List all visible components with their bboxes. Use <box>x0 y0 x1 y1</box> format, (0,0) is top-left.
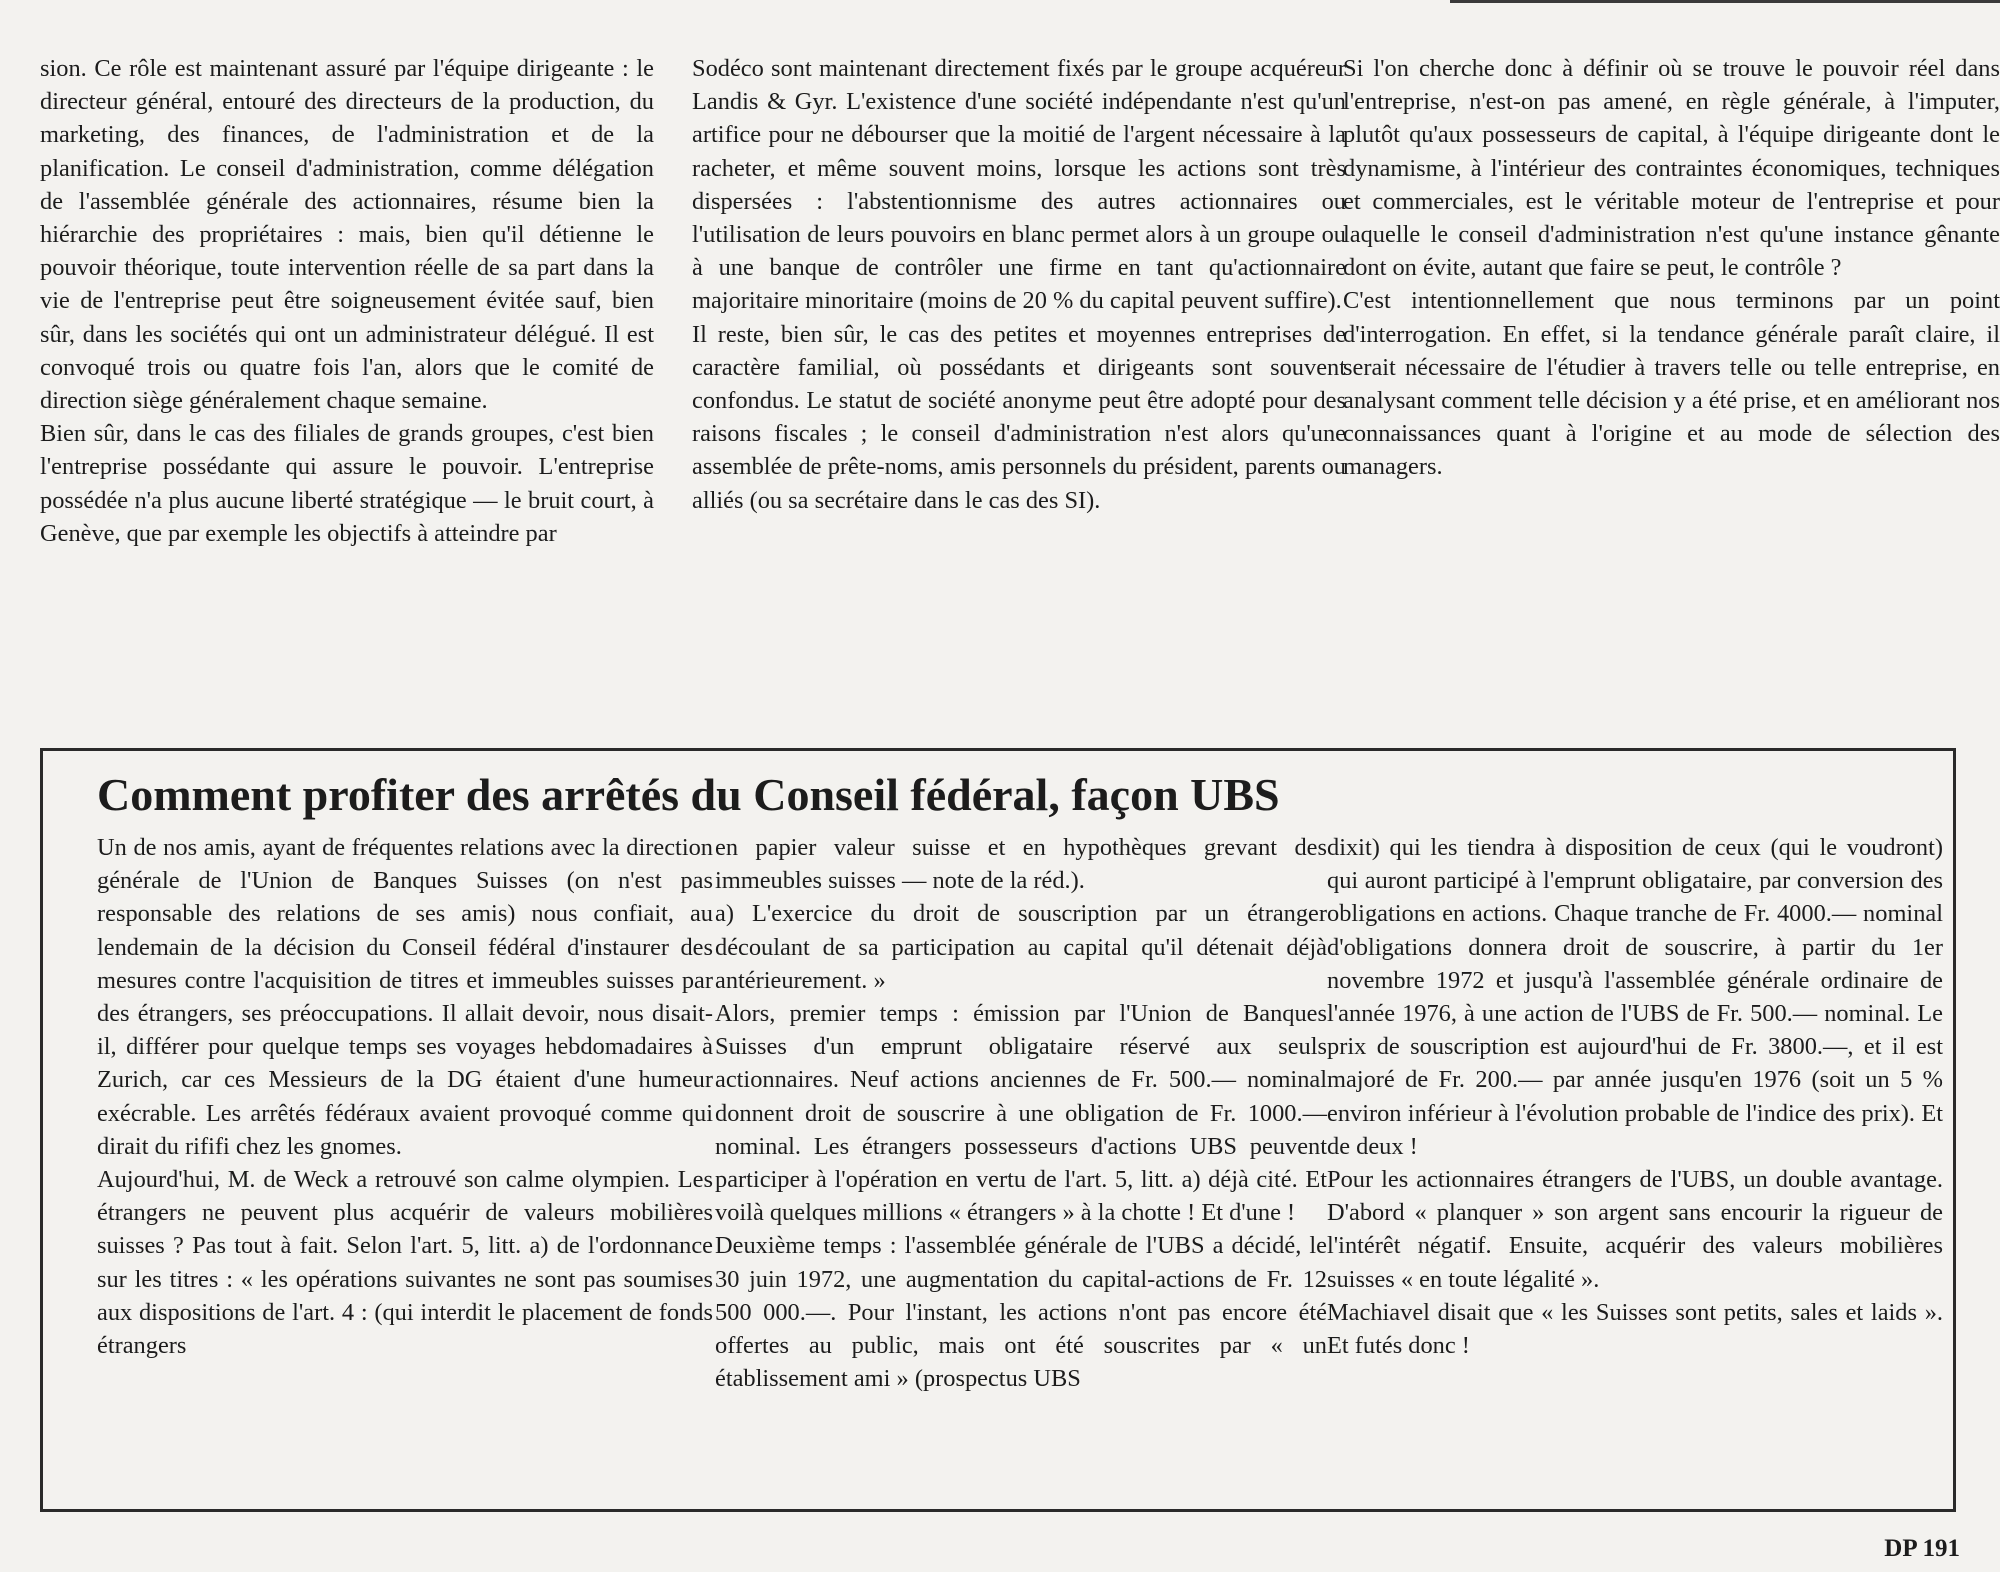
paragraph: Bien sûr, dans le cas des filiales de grands groupes, c'est bien l'entreprise possédante qui assure le pouvoir. L'entreprise possédée n'a plus aucune liberté stratégique — le bruit court, à Genève, que par exemple les objectifs à atteindre par <box>40 420 654 547</box>
paragraph: Il reste, bien sûr, le cas des petites et moyennes entreprises de caractère familial, où possédants et dirigeants sont souvent confondus. Le statut de société anonyme peut être adopté pour des raisons fiscales ; le conseil d'administration n'est alors qu'une assemblée de prête-noms, amis personnels du président, parents ou alliés (ou sa secrétaire dans le cas des SI). <box>692 320 1346 514</box>
article-column-2 <box>692 52 1346 517</box>
paragraph: Machiavel disait que « les Suisses sont petits, sales et laids ». Et futés donc ! <box>1327 1298 1943 1360</box>
paragraph: Pour les actionnaires étrangers de l'UBS, un double avantage. D'abord « planquer » son argent sans encourir la rigueur de l'intérêt négatif. Ensuite, acquérir des valeurs mobilières suisses « en toute légalité ». <box>1327 1166 1943 1293</box>
top-rule <box>1450 0 2000 3</box>
boxed-article <box>40 748 1956 1512</box>
boxed-column-2 <box>715 831 1327 1395</box>
article-continuation <box>40 52 2000 692</box>
boxed-article-title: Comment profiter des arrêtés du Conseil fédéral, façon UBS <box>97 769 1280 820</box>
paragraph: C'est intentionnellement que nous terminons par un point d'interrogation. En effet, si la tendance générale paraît claire, il serait nécessaire de l'étudier à travers telle ou telle entreprise, en analysant comment telle décision y a été prise, et en améliorant nos connaissances quant à l'origine et au mode de sélection des managers. <box>1343 287 2000 481</box>
article-column-3 <box>1343 52 2000 484</box>
article-column-1 <box>40 52 654 550</box>
paragraph: Alors, premier temps : émission par l'Union de Banques Suisses d'un emprunt obligataire réservé aux seuls actionnaires. Neuf actions anciennes de Fr. 500.— nominal donnent droit de souscrire à une obligation de Fr. 1000.— nominal. Les étrangers possesseurs d'actions UBS peuvent participer à l'opération en vertu de l'art. 5, litt. a) déjà cité. Et voilà quelques millions « étrangers » à la chotte ! Et d'une ! <box>715 1000 1327 1227</box>
paragraph: dixit) qui les tiendra à disposition de ceux (qui le voudront) qui auront participé à l'emprunt obligataire, par conversion des obligations en actions. Chaque tranche de Fr. 4000.— nominal d'obligations donnera droit de souscrire, à partir du 1er novembre 1972 et jusqu'à l'assemblée générale ordinaire de l'année 1976, à une action de l'UBS de Fr. 500.— nominal. Le prix de souscription est aujourd'hui de Fr. 3800.—, et il est majoré de Fr. 200.— par année jusqu'en 1976 (soit un 5 % environ inférieur à l'évolution probable de l'indice des prix). Et de deux ! <box>1327 834 1943 1160</box>
paragraph: sion. Ce rôle est maintenant assuré par l'équipe dirigeante : le directeur général, entouré des directeurs de la production, du marketing, des finances, de l'administration et de la planification. Le conseil d'administration, comme délégation de l'assemblée générale des actionnaires, résume bien la hiérarchie des propriétaires : mais, bien qu'il détienne le pouvoir théorique, toute intervention réelle de sa part dans la vie de l'entreprise peut être soigneusement évitée sauf, bien sûr, dans les sociétés qui ont un administrateur délégué. Il est convoqué trois ou quatre fois l'an, alors que le comité de direction siège généralement chaque semaine. <box>40 55 654 415</box>
paragraph: Un de nos amis, ayant de fréquentes relations avec la direction générale de l'Union de Banques Suisses (on n'est pas responsable des relations de ses amis) nous confiait, au lendemain de la décision du Conseil fédéral d'instaurer des mesures contre l'acquisition de titres et immeubles suisses par des étrangers, ses préoccupations. Il allait devoir, nous disait-il, différer pour quelque temps ses voyages hebdomadaires à Zurich, car ces Messieurs de la DG étaient d'une humeur exécrable. Les arrêtés fédéraux avaient provoqué comme qui dirait du rififi chez les gnomes. <box>97 834 713 1160</box>
paragraph: Sodéco sont maintenant directement fixés par le groupe acquéreur Landis & Gyr. L'existence d'une société indépendante n'est qu'un artifice pour ne débourser que la moitié de l'argent nécessaire à la racheter, et même souvent moins, lorsque les actions sont très dispersées : l'abstentionnisme des autres actionnaires ou l'utilisation de leurs pouvoirs en blanc permet alors à un groupe ou à une banque de contrôler une firme en tant qu'actionnaire majoritaire minoritaire (moins de 20 % du capital peuvent suffire). <box>692 55 1346 315</box>
paragraph: Si l'on cherche donc à définir où se trouve le pouvoir réel dans l'entreprise, n'est-on pas amené, en règle générale, à l'imputer, plutôt qu'aux possesseurs de capital, à l'équipe dirigeante dont le dynamisme, à l'intérieur des contraintes économiques, techniques et commerciales, est le véritable moteur de l'entreprise et pour laquelle le conseil d'administration n'est qu'une instance gênante dont on évite, autant que faire se peut, le contrôle ? <box>1343 55 2000 282</box>
boxed-column-1 <box>97 831 713 1362</box>
paragraph: en papier valeur suisse et en hypothèques grevant des immeubles suisses — note de la réd.). <box>715 834 1327 895</box>
paragraph: a) L'exercice du droit de souscription par un étranger découlant de sa participation au capital qu'il détenait déjà antérieurement. » <box>715 900 1327 994</box>
paragraph: Aujourd'hui, M. de Weck a retrouvé son calme olympien. Les étrangers ne peuvent plus acquérir de valeurs mobilières suisses ? Pas tout à fait. Selon l'art. 5, litt. a) de l'ordonnance sur les titres : « les opérations suivantes ne sont pas soumises aux dispositions de l'art. 4 : (qui interdit le placement de fonds étrangers <box>97 1166 713 1360</box>
boxed-column-3 <box>1327 831 1943 1362</box>
page-number: DP 191 <box>1884 1535 1960 1562</box>
paragraph: Deuxième temps : l'assemblée générale de l'UBS a décidé, le 30 juin 1972, une augmentation du capital-actions de Fr. 12 500 000.—. Pour l'instant, les actions n'ont pas encore été offertes au public, mais ont été souscrites par « un établissement ami » (prospectus UBS <box>715 1232 1327 1393</box>
